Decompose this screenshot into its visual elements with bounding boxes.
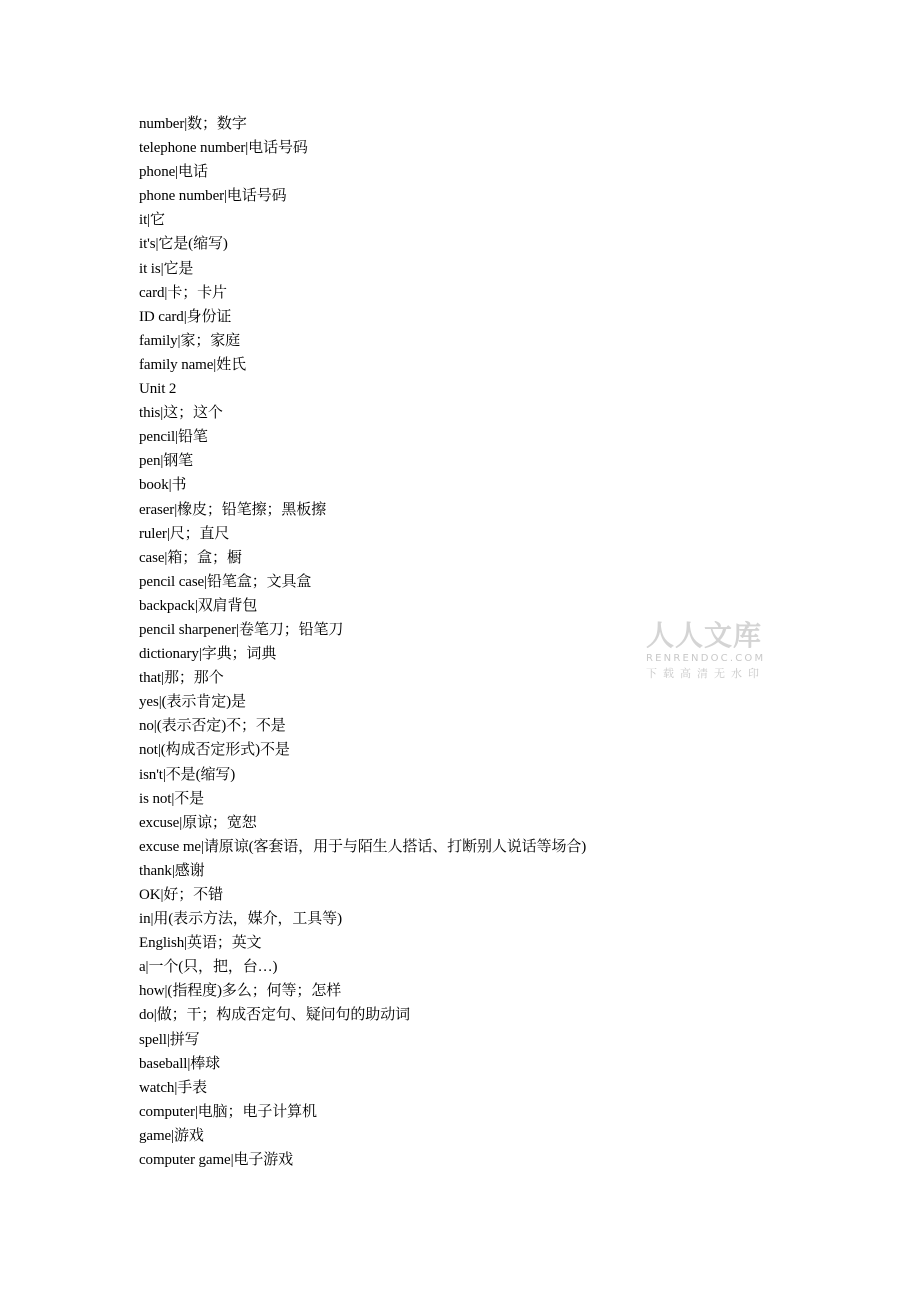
vocab-line: baseball|棒球 bbox=[139, 1055, 221, 1072]
watermark-domain: RENRENDOC.COM bbox=[646, 653, 766, 664]
vocab-line: pencil case|铅笔盒；文具盒 bbox=[139, 573, 312, 590]
vocab-line: it|它 bbox=[139, 212, 165, 229]
vocab-line: excuse me|请原谅(客套语，用于与陌生人搭话、打断别人说话等场合) bbox=[139, 838, 587, 855]
vocab-line: ruler|尺；直尺 bbox=[139, 525, 230, 542]
vocab-line: it is|它是 bbox=[139, 260, 194, 277]
vocab-line: it's|它是(缩写) bbox=[139, 236, 228, 253]
vocab-line: case|箱；盒；橱 bbox=[139, 549, 242, 566]
vocab-line: OK|好；不错 bbox=[139, 887, 223, 903]
vocab-line: not|(构成否定形式)不是 bbox=[139, 742, 290, 759]
watermark-logo bbox=[646, 620, 776, 681]
vocab-line: computer|电脑；电子计算机 bbox=[139, 1103, 317, 1120]
vocab-line: isn't|不是(缩写) bbox=[139, 766, 236, 783]
vocab-line: computer game|电子游戏 bbox=[139, 1152, 294, 1169]
vocab-line: that|那；那个 bbox=[139, 670, 224, 687]
vocab-line: watch|手表 bbox=[139, 1079, 208, 1096]
vocab-line: pencil sharpener|卷笔刀；铅笔刀 bbox=[139, 621, 344, 638]
vocab-line: this|这；这个 bbox=[139, 405, 223, 422]
vocab-line: a|一个(只，把，台…) bbox=[139, 959, 278, 976]
vocab-line: family|家；家庭 bbox=[139, 332, 241, 349]
vocab-line: backpack|双肩背包 bbox=[139, 597, 258, 614]
vocab-line: is not|不是 bbox=[139, 790, 205, 807]
vocab-line: pen|钢笔 bbox=[139, 453, 194, 470]
vocab-line: number|数；数字 bbox=[139, 116, 247, 132]
vocab-line: how|(指程度)多么；何等；怎样 bbox=[139, 983, 342, 1000]
vocab-line: dictionary|字典；词典 bbox=[139, 646, 277, 663]
vocab-line: do|做；干；构成否定句、疑问句的助动词 bbox=[139, 1007, 411, 1024]
vocab-line: pencil|铅笔 bbox=[139, 429, 208, 446]
vocab-line: excuse|原谅；宽恕 bbox=[139, 814, 257, 831]
vocab-line: game|游戏 bbox=[139, 1127, 204, 1144]
vocabulary-list bbox=[139, 112, 586, 1172]
vocab-line: telephone number|电话号码 bbox=[139, 140, 308, 157]
vocab-line: no|(表示否定)不；不是 bbox=[139, 718, 286, 735]
watermark-slogan: 下载高清无水印 bbox=[646, 667, 765, 680]
vocab-line: phone|电话 bbox=[139, 164, 208, 181]
watermark-title: 人人文库 bbox=[646, 619, 763, 652]
vocab-line: book|书 bbox=[139, 477, 187, 494]
vocab-line: thank|感谢 bbox=[139, 862, 205, 879]
vocab-line: eraser|橡皮；铅笔擦；黑板擦 bbox=[139, 501, 327, 518]
vocab-line: family name|姓氏 bbox=[139, 356, 246, 373]
vocab-line: in|用(表示方法，媒介，工具等) bbox=[139, 911, 342, 928]
vocab-line: phone number|电话号码 bbox=[139, 188, 287, 205]
vocab-line: card|卡；卡片 bbox=[139, 284, 227, 301]
vocab-line: English|英语；英文 bbox=[139, 935, 262, 952]
vocab-line: ID card|身份证 bbox=[139, 308, 232, 325]
unit-heading: Unit 2 bbox=[139, 381, 177, 398]
vocab-line: yes|(表示肯定)是 bbox=[139, 694, 246, 711]
vocab-line: spell|拼写 bbox=[139, 1031, 200, 1048]
